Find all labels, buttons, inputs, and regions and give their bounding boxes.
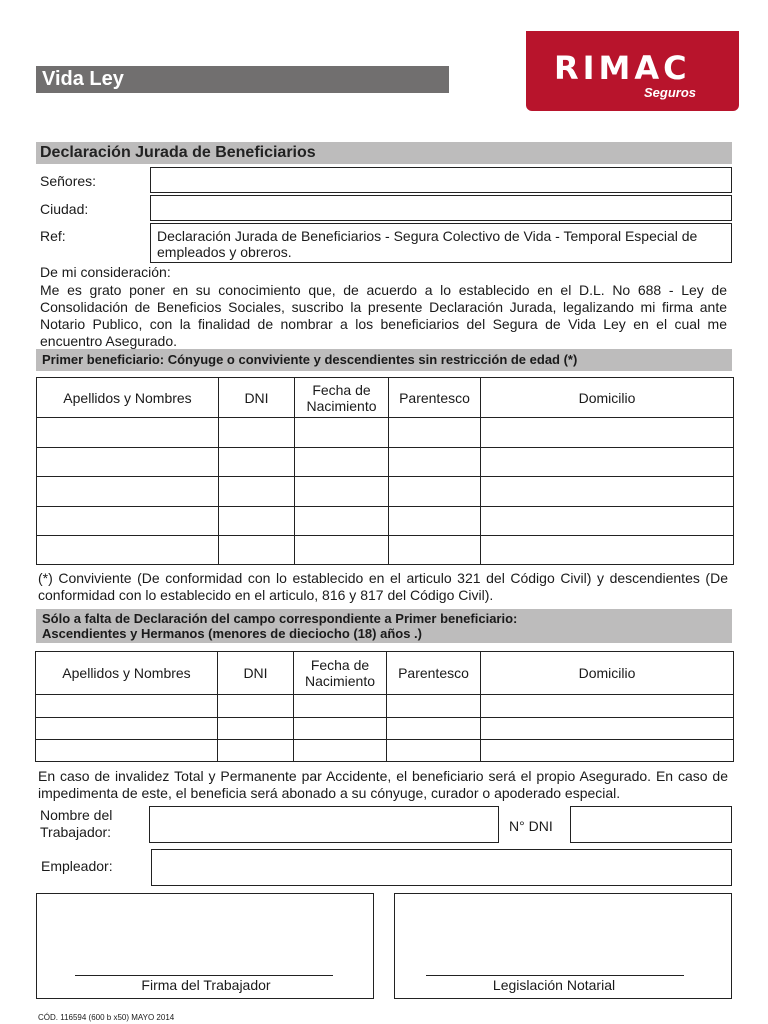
cell-fecha[interactable] (295, 507, 389, 536)
cell-fecha[interactable] (295, 536, 389, 565)
col-domicilio: Domicilio (481, 378, 734, 418)
section-header-declaracion (36, 142, 732, 164)
cell-dni[interactable] (219, 507, 295, 536)
nombre-trabajador-label: Nombre del Trabajador: (40, 807, 113, 840)
primer-table (36, 377, 734, 565)
cell-domicilio[interactable] (481, 695, 734, 718)
firma-trabajador-line (75, 975, 333, 976)
cell-domicilio[interactable] (481, 536, 734, 565)
cell-domicilio[interactable] (481, 477, 734, 507)
col-parentesco: Parentesco (389, 378, 481, 418)
title-bar (36, 66, 449, 93)
dni-field[interactable] (570, 806, 732, 843)
table-header-row (37, 378, 734, 418)
segundo-title (42, 611, 517, 641)
firma-trabajador-label: Firma del Trabajador (141, 977, 271, 993)
cell-dni[interactable] (218, 740, 294, 762)
cell-apellidos[interactable] (36, 695, 218, 718)
table-row (37, 477, 734, 507)
ref-field[interactable]: Declaración Jurada de Beneficiarios - Segura Colectivo de Vida - Temporal Especial de empleados y obreros. (150, 223, 732, 263)
cell-fecha[interactable] (294, 740, 387, 762)
empleador-label: Empleador: (41, 858, 113, 874)
senores-field[interactable] (150, 167, 732, 193)
segundo-title-line1: Sólo a falta de Declaración del campo correspondiente a Primer beneficiario: (42, 611, 518, 626)
cell-fecha[interactable] (295, 418, 389, 448)
segundo-table (35, 651, 734, 762)
table-header-row (36, 652, 734, 695)
cell-apellidos[interactable] (37, 507, 219, 536)
cell-parentesco[interactable] (387, 718, 481, 740)
cell-apellidos[interactable] (36, 740, 218, 762)
ciudad-field[interactable] (150, 195, 732, 221)
firma-trabajador-box[interactable] (36, 893, 374, 999)
cell-parentesco[interactable] (389, 448, 481, 477)
cell-apellidos[interactable] (37, 536, 219, 565)
section-title: Declaración Jurada de Beneficiarios (40, 144, 316, 161)
footer-code: CÓD. 116594 (600 b x50) MAYO 2014 (38, 1013, 175, 1022)
legislacion-notarial-line (426, 975, 684, 976)
primer-title: Primer beneficiario: Cónyuge o conviviente y descendientes sin restricción de edad (*) (42, 352, 578, 367)
cell-fecha[interactable] (295, 477, 389, 507)
logo-sub: Seguros (644, 85, 697, 100)
declaration-body: Me es grato poner en su conocimiento que, de acuerdo a lo establecido en el D.L. No 688 - Ley de Consolidación de Beneficios Sociales, suscribo la presente Declaración Jurada, legalizando mi firma ante Notario Publico, con la finalidad de nombrar a los beneficiarios del Segura de Vida Ley en el cual me encuentro Asegurado. (40, 282, 727, 349)
cell-dni[interactable] (219, 448, 295, 477)
cell-apellidos[interactable] (37, 477, 219, 507)
cell-parentesco[interactable] (389, 418, 481, 448)
col-domicilio: Domicilio (481, 652, 734, 695)
cell-parentesco[interactable] (389, 507, 481, 536)
cell-dni[interactable] (219, 477, 295, 507)
empleador-field[interactable] (151, 849, 732, 886)
cell-dni[interactable] (218, 718, 294, 740)
conviviente-note: (*) Conviviente (De conformidad con lo establecido en el articulo 321 del Código Civil) y descendientes (De conformidad con lo establecido en el articulo, 816 y 817 del Código Civil). (38, 570, 728, 603)
ref-label: Ref: (40, 228, 66, 244)
table-row (36, 718, 734, 740)
table-row (37, 418, 734, 448)
col-parentesco: Parentesco (387, 652, 481, 695)
form-title: Vida Ley (42, 68, 124, 90)
cell-dni[interactable] (219, 536, 295, 565)
col-dni: DNI (218, 652, 294, 695)
cell-parentesco[interactable] (389, 477, 481, 507)
table-row (37, 536, 734, 565)
cell-domicilio[interactable] (481, 718, 734, 740)
table-row (36, 740, 734, 762)
cell-dni[interactable] (218, 695, 294, 718)
section-header-primer (36, 349, 732, 371)
col-fecha: Fecha de Nacimiento (295, 378, 389, 418)
senores-label: Señores: (40, 173, 97, 189)
col-apellidos: Apellidos y Nombres (37, 378, 219, 418)
cell-parentesco[interactable] (389, 536, 481, 565)
cell-apellidos[interactable] (36, 718, 218, 740)
cell-domicilio[interactable] (481, 448, 734, 477)
table-row (37, 448, 734, 477)
section-header-segundo (36, 609, 732, 643)
dni-label: N° DNI (509, 818, 553, 834)
cell-dni[interactable] (219, 418, 295, 448)
legislacion-notarial-box[interactable] (394, 893, 732, 999)
cell-fecha[interactable] (295, 448, 389, 477)
cell-parentesco[interactable] (387, 695, 481, 718)
table-row (37, 507, 734, 536)
cell-domicilio[interactable] (481, 507, 734, 536)
col-apellidos: Apellidos y Nombres (36, 652, 218, 695)
cell-domicilio[interactable] (481, 418, 734, 448)
cell-domicilio[interactable] (481, 740, 734, 762)
cell-fecha[interactable] (294, 718, 387, 740)
rimac-logo (526, 31, 739, 111)
legislacion-notarial-label: Legislación Notarial (492, 977, 616, 993)
invalidez-text: En caso de invalidez Total y Permanente par Accidente, el beneficiario será el propio Asegurado. En caso de impedimenta de este, el beneficia será abonado a su cónyuge, curador o apoderado especial. (38, 768, 728, 801)
segundo-title-line2: Ascendientes y Hermanos (menores de dieciocho (18) años .) (42, 626, 423, 641)
logo-brand: RIMAC (554, 49, 691, 87)
cell-parentesco[interactable] (387, 740, 481, 762)
table-row (36, 695, 734, 718)
cell-apellidos[interactable] (37, 418, 219, 448)
ciudad-label: Ciudad: (40, 201, 89, 217)
cell-apellidos[interactable] (37, 448, 219, 477)
col-dni: DNI (219, 378, 295, 418)
col-fecha: Fecha de Nacimiento (294, 652, 387, 695)
greeting-text: De mi consideración: (40, 264, 171, 280)
nombre-trabajador-field[interactable] (149, 806, 499, 843)
cell-fecha[interactable] (294, 695, 387, 718)
